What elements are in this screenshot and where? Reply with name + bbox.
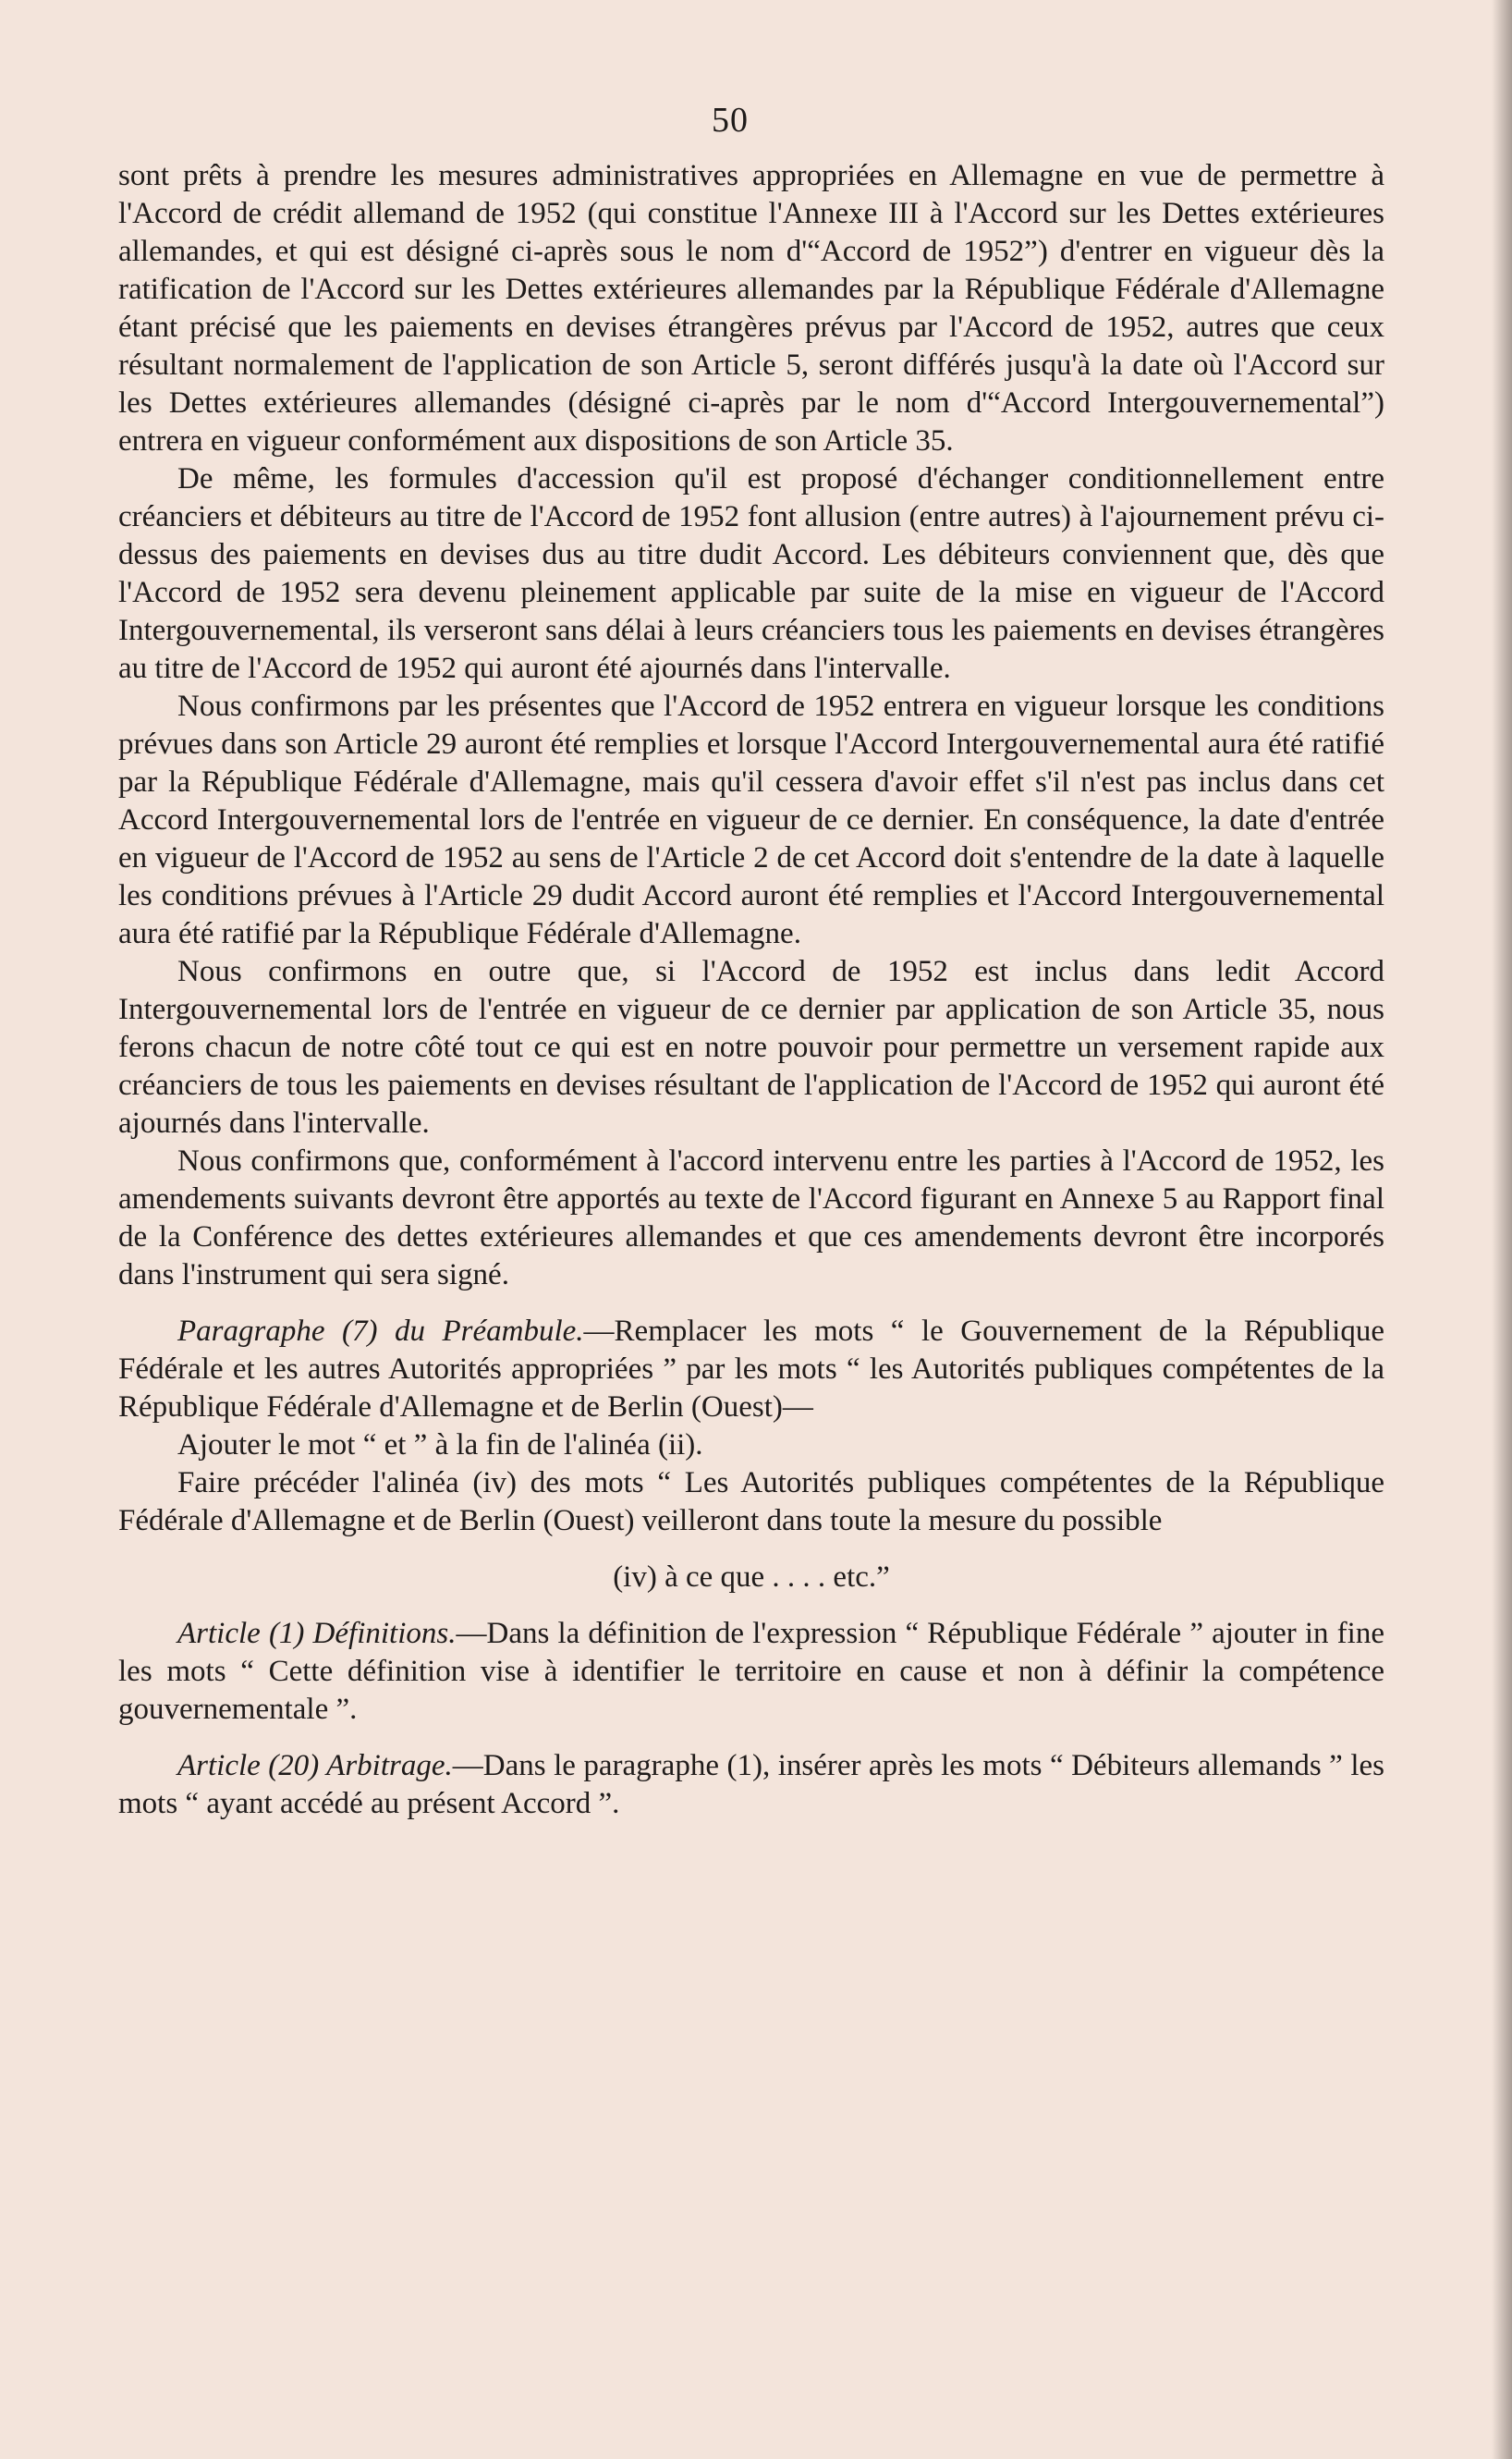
amendment-preamble-text: —Remplacer les mots “ le Gouvernement de la République Fédérale et les autres Autorités appropriées ” par les mots “ les Autorités publiques compétentes de la République Fédérale d'Allemagne et de Berlin (Ouest)— [118, 1315, 1384, 1424]
amendment-preamble [118, 1313, 1384, 1426]
amendment-article-20-text: —Dans le paragraphe (1), insérer après les mots “ Débiteurs allemands ” les mots “ ayant accédé au présent Accord ”. [118, 1749, 1384, 1820]
paragraph-3: Nous confirmons par les présentes que l'Accord de 1952 entrera en vigueur lorsque les conditions prévues dans son Article 29 auront été remplies et lorsque l'Accord Intergouvernemental aura été ratifié par la République Fédérale d'Allemagne, mais qu'il cessera d'avoir effet s'il n'est pas inclus dans cet Accord Intergouvernemental lors de l'entrée en vigueur de ce dernier. En conséquence, la date d'entrée en vigueur de l'Accord de 1952 au sens de l'Article 2 de cet Accord doit s'entendre de la date à laquelle les conditions prévues à l'Article 29 dudit Accord auront été remplies et l'Accord Intergouvernemental aura été ratifié par la République Fédérale d'Allemagne. [118, 690, 1384, 950]
page-number: 50 [712, 101, 749, 140]
amendment-preamble-line-2: Ajouter le mot “ et ” à la fin de l'alinéa (ii). [177, 1428, 703, 1462]
paragraph-5: Nous confirmons que, conformément à l'accord intervenu entre les parties à l'Accord de 1952, les amendements suivants devront être apportés au texte de l'Accord figurant en Annexe 5 au Rapport final de la Conférence des dettes extérieures allemandes et que ces amendements devront être incorporés dans l'instrument qui sera signé. [118, 1144, 1384, 1291]
amendment-article-20 [118, 1747, 1384, 1823]
amendment-article-1 [118, 1615, 1384, 1729]
document-body [118, 157, 1384, 1823]
paragraph-4: Nous confirmons en outre que, si l'Accord de 1952 est inclus dans ledit Accord Intergouvernemental lors de l'entrée en vigueur de ce dernier par application de son Article 35, nous ferons chacun de notre côté tout ce qui est en notre pouvoir pour permettre un versement rapide aux créanciers de tous les paiements en devises résultant de l'application de l'Accord de 1952 qui auront été ajournés dans l'intervalle. [118, 955, 1384, 1140]
page-edge-shadow [1492, 0, 1512, 2459]
amendment-preamble-line-3: Faire précéder l'alinéa (iv) des mots “ Les Autorités publiques compétentes de la République Fédérale d'Allemagne et de Berlin (Ouest) veilleront dans toute la mesure du possible [118, 1466, 1384, 1537]
amendment-preamble-line-4: (iv) à ce que . . . . etc.” [613, 1560, 890, 1594]
paragraph-2: De même, les formules d'accession qu'il est proposé d'échanger conditionnellement entre créanciers et débiteurs au titre de l'Accord de 1952 font allusion (entre autres) à l'ajournement prévu ci-dessus des paiements en devises dus au titre dudit Accord. Les débiteurs conviennent que, dès que l'Accord de 1952 sera devenu pleinement applicable par suite de la mise en vigueur de l'Accord Intergouvernemental, ils verseront sans délai à leurs créanciers tous les paiements en devises étrangères au titre de l'Accord de 1952 qui auront été ajournés dans l'intervalle. [118, 462, 1384, 685]
amendment-article-20-heading: Article (20) Arbitrage. [177, 1749, 453, 1782]
paragraph-1: sont prêts à prendre les mesures administratives appropriées en Allemagne en vue de permettre à l'Accord de crédit allemand de 1952 (qui constitue l'Annexe III à l'Accord sur les Dettes extérieures allemandes, et qui est désigné ci-après sous le nom d'“Accord de 1952”) d'entrer en vigueur dès la ratification de l'Accord sur les Dettes extérieures allemandes par la République Fédérale d'Allemagne étant précisé que les paiements en devises étrangères prévus par l'Accord de 1952, autres que ceux résultant normalement de l'application de son Article 5, seront différés jusqu'à la date où l'Accord sur les Dettes extérieures allemandes (désigné ci-après par le nom d'“Accord Intergouvernemental”) entrera en vigueur conformément aux dispositions de son Article 35. [118, 159, 1384, 458]
amendment-preamble-heading: Paragraphe (7) du Préambule. [177, 1315, 584, 1348]
amendment-article-1-text: —Dans la définition de l'expression “ République Fédérale ” ajouter in fine les mots “ Cette définition vise à identifier le territoire en cause et non à définir la compétence gouvernementale ”. [118, 1617, 1384, 1726]
amendment-article-1-heading: Article (1) Définitions. [177, 1617, 457, 1650]
